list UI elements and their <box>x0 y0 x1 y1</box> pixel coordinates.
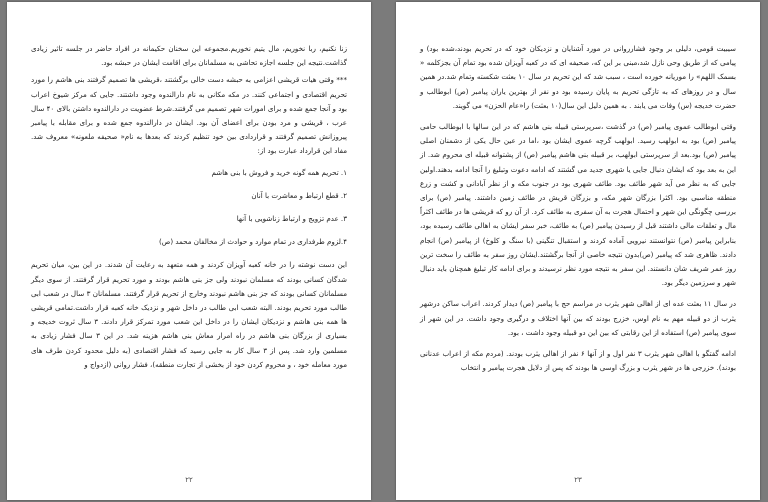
right-page <box>396 2 760 500</box>
list-item: ۴.لزوم طرفداری در تمام موارد و حوادث از مخالفان محمد (ص) <box>158 237 347 247</box>
right-page-body <box>420 42 736 464</box>
paragraph: سیبیت قومی، دلیلی بر وجود فشارروانی در مورد آشنایان و نزدیکان خود که در تحریم بودند،شده بود) و پیامی که از طریق وحی نازل شد،مبنی بر این که، صحیفه ای که در کعبه آویزان شده بود تمام آن بجزکلمه « بسمک اللهم» را موریانه خورده است ، سبب شد که این تحریم در سال ۱۰ بعثت شکسته وتمام شد.در همین سال و در روزهای که به تازگی تحریم به پایان رسیده بود دو نفر از بهترین یاران پیامبر (ص) ابوطالب و حضرت خدیجه (س) وفات می یابند . به همین دلیل این سال(۱۰ بعثت) را«عام الحزن» می گویند. <box>420 44 736 110</box>
page-number: ۲۳ <box>574 476 582 484</box>
list-item: ۳. عدم تزویج و ارتباط زناشویی با آنها <box>236 214 347 224</box>
paragraph: ادامه گفتگو با اهالی شهر یثرب ۳ نفر اول و از آنها ۶ نفر از اهالی یثرب بودند. (مردم مکه از اعراب عدنانی بودند). خزرجی ها در شهر یثرب و بزرگ اوسی ها بودند که پس از دلایل هجرت پیامبر و انتخاب <box>420 349 736 373</box>
paragraph: در سال ۱۱ بعثت عده ای از اهالی شهر یثرب در مراسم حج با پیامبر (ص) دیدار کردند. اعراب ساکن درشهر یثرب از دو قبیله مهم به نام اوس، خزرج بودند که بین آنها اختلاف و درگیری وجود داشت. در این شهر از سوی پیامبر (ص) استفاده از این رقابتی که بین این دو قبیله وجود داشت ، بود. <box>420 299 737 337</box>
list-item: ۱. تحریم همه گونه خرید و فروش با بنی هاشم <box>211 167 347 177</box>
left-page <box>7 2 371 500</box>
paragraph: *** وقتی هیات قریشی اعزامی به حبشه دست خالی برگشتند ،قریشی ها تصمیم گرفتند بنی هاشم را مورد تحریم اقتصادی و اجتماعی کنند. در مکه مکانی به نام دارالندوه وجود داشتند. جایی که مرکز شیوخ اعراب بود و آنجا جمع شده و برای امورات شهر تصمیم می گرفتند.شرط عضویت در دارالندوه داشتن بالای ۴۰ سال عرب ، قریشی و مرد بودن برای اعضای آن بود. ایشان در دارالندوه جمع شده و برای مقابله با پیامبر پیروزانش تصمیم گرفتند و قراردادی بین خود تنظیم کردند که بعدها به نام« صحیفه ملعونه» معروف شد. مفاد این قرارداد عبارت بود از: <box>31 75 348 156</box>
paragraph: زنا نکنیم، ربا نخوریم، مال یتیم نخوریم.مجموعه این سخنان حکیمانه در افراد حاضر در جلسه تاثیر زیادی گذاشت.نتیجه این جلسه اجازه تحاشی به مسلمانان برای اقامت ایشان در حبشه بود. <box>31 44 347 68</box>
left-page-body <box>31 42 347 464</box>
paragraph: وقتی ابوطالب عموی پیامبر (ص) در گذشت ،سرپرستی قبیله بنی هاشم که در این سالها با ابوطالب حامی پیامبر (ص) بود به ابولهب رسید. ابولهب گرچه عموی ایشان بود ،اما در عین حال یکی از دشمنان اصلی پیامبر (ص) بود.بعد از سرپرستی ابولهب، بر قبیله بنی هاشم پیامبر (ص) از پشتوانه قبیله ای محروم شد. از این به بعد بود که ایشان دنبال جایی یا شهری جدید می گشتند که ادامه دعوت وتبلیغ را آنجا ادامه بدهند.اولین جایی که به نظر می آید شهر طائف بود. طائف شهری بود در جنوب مکه و از نظر آبادانی و کشت و زرع منطقه مناسبی بود. اکثرا بزرگان شهر مکه، و بزرگان قریش در طائف زمین داشتند. پیامبر (ص) برای بررسی چگونگی این شهر و احتمال هجرت به آن سفری به طائف کرد. از آن رو که قریشی ها در طائف اکثراً مال و تعلقات مالی داشتند قبل از رسیدن پیامبر (ص) به طائف، خبر سفر ایشان به اهالی طائف رسیده بود، بنابراین پیامبر (ص) نتوانستند نیرویی آماده کردند و استقبال تنگینی (با سنگ و کلوخ) از پیامبر (ص) انجام دادند. ظاهری شد که پیامبر (ص)بدون نتیجه خاصی از آنجا برگشتند.ایشان روز سفر به طائف را سخت ترین روز عمر شریف شان دانستند. این سفر به نتیجه مورد نظر نرسیدند و برای ادامه کار تبلیغ همچنان باید دنبال شهر و سرزمین دیگر بود. <box>420 122 736 288</box>
paragraph: این دست نوشته را در خانه کعبه آویزان کردند و همه متعهد به رعایت آن شدند. در این بین، میان تحریم شدگان کسانی بودند که مسلمان نبودند ولی جز بنی هاشم بودند و مورد تحریم قرار گرفتند. از سوی دیگر مسلمانان کسانی بودند که جز بنی هاشم نبودند وخارج از تحریم قرار گرفتند. مسلمانان ۳ سال در شعب ابی طالب مورد تحریم بودند. البته شعب ابی طالب در داخل شهر و نزدیک خانه کعبه قرار داشت.تمامی قریشی ها همه بنی هاشم و نزدیکان ایشان را در داخل این شعب مورد تمرکز قرار دادند. ۳ سال ثروت خدیجه و بسیاری از بزرگان بنی هاشم در راه امرار معاش بنی هاشم هزینه شد. در این ۳ سال فشار زیادی به مسلمین وارد شد. پس از ۳ سال کار به جایی رسید که فشار اقتصادی (به دلیل محدود کردن طرف های مورد معامله خود ، و محروم کردن خود از بخشی از تجارت منطقه)، فشار روانی (ازدواج و <box>31 260 348 369</box>
page-number: ۲۲ <box>185 476 193 484</box>
list-item: ۲. قطع ارتباط و معاشرت با آنان <box>251 190 347 200</box>
